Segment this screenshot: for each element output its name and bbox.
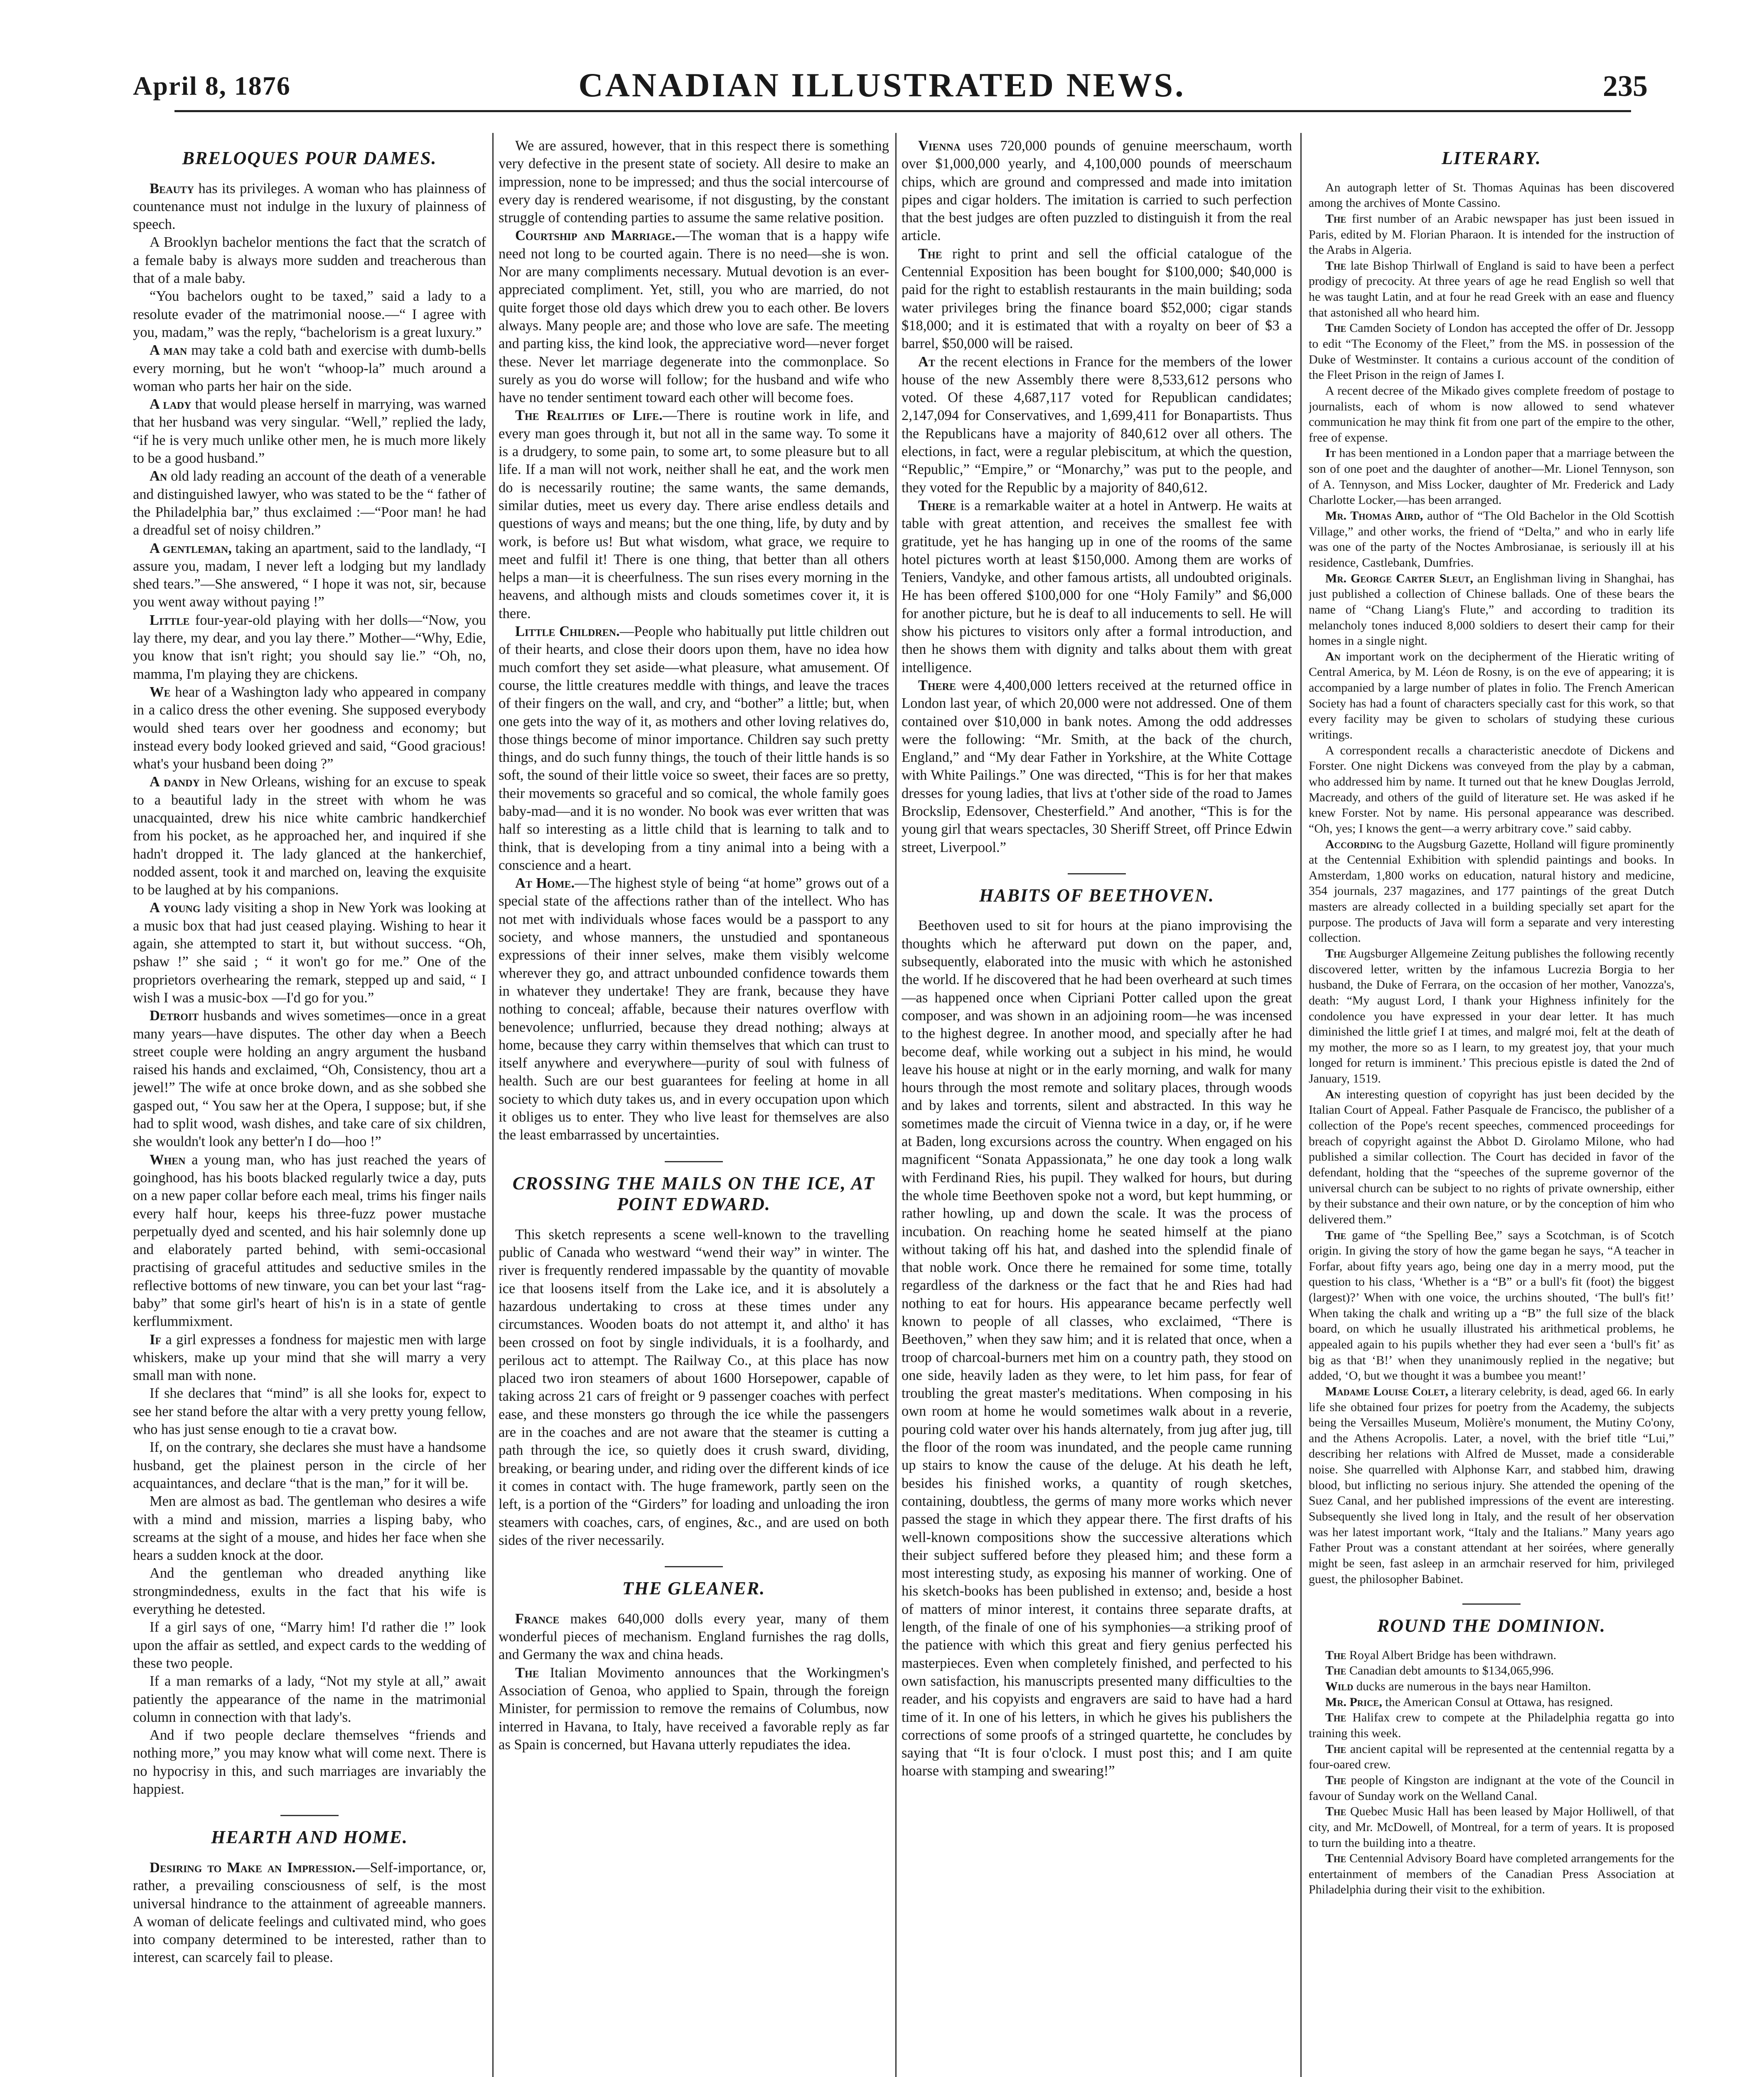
paragraph xyxy=(1309,1663,1674,1679)
paragraph-lead: Mr. Thomas Aird, xyxy=(1325,509,1423,523)
paragraph xyxy=(133,1859,486,1967)
paragraph xyxy=(499,874,889,1144)
paragraph-text: Royal Albert Bridge has been withdrawn. xyxy=(1346,1648,1557,1662)
paragraph-text: Men are almost as bad. The gentleman who desires a wife with a mind and mission, marries a lisping baby, who screams at the sight of a mouse, and hides her face when she hears a sudden knock at the door. xyxy=(133,1493,486,1564)
paragraph xyxy=(133,233,486,287)
paragraph-lead: The xyxy=(515,1665,539,1681)
section-rule xyxy=(1068,873,1126,874)
paragraph xyxy=(1309,743,1674,837)
paragraph xyxy=(133,287,486,341)
paragraph xyxy=(499,623,889,874)
paragraph-lead: An xyxy=(1325,649,1341,663)
paragraph xyxy=(499,227,889,407)
paragraph-text: first number of an Arabic newspaper has just been issued in Paris, edited by M. Florian Pharaon. It is intended for the instruction of the Arabs in Algeria. xyxy=(1309,211,1674,257)
paragraph-text: in New Orleans, wishing for an excuse to speak to a beautiful lady in the street with whom he was unacquainted, drew his nice white cambric handkerchief from his pocket, as he approached her, and inquired if she hadn't dropped it. The lady glanced at the hankerchief, nodded assent, took it and marched on, leaving the exquisite to be laughed at by his companions. xyxy=(133,774,486,898)
paragraph-text: that would please herself in marrying, was warned that her husband was very singular. “Well,” replied the lady, “if he is very much unlike other men, he is much more likely to be a good husband.” xyxy=(133,396,486,466)
paragraph-text: “You bachelors ought to be taxed,” said a lady to a resolute evader of the matrimonial noose.—“ I agree with you, madam,” was the reply, “bachelorism is a great luxury.” xyxy=(133,288,486,340)
article-literary xyxy=(1309,148,1674,1587)
paragraph-lead: Little xyxy=(150,612,190,628)
paragraph-text: a young man, who has just reached the years of goinghood, has his boots blacked regularly twice a day, puts on a new paper collar before each meal, trims his finger nails every half hour, keeps his three-fuzz power mustache perpetually dyed and scented, and his hair solemnly done up and elaborately parted behind, with semi-occasional practising of graceful attitudes and seductive smiles in the reflective bottoms of new tinware, you can bet your last “rag-baby” that some girl's heart of his'n is in a state of gentle kerflummixment. xyxy=(133,1151,486,1330)
paragraph xyxy=(133,180,486,234)
column-2 xyxy=(499,137,889,2077)
paragraph-text: If a man remarks of a lady, “Not my style at all,” await patiently the appearance of the name in the matrimonial column in connection with that lady's. xyxy=(133,1673,486,1725)
paragraph xyxy=(133,1564,486,1618)
paragraph xyxy=(133,683,486,773)
paragraph-lead: France xyxy=(515,1611,560,1627)
paragraph-lead: The xyxy=(1325,1648,1346,1662)
paragraph xyxy=(133,1726,486,1798)
article-heading: ROUND THE DOMINION. xyxy=(1377,1615,1606,1636)
paragraph xyxy=(133,341,486,395)
paragraph-lead: A gentleman, xyxy=(150,540,232,556)
column-divider xyxy=(492,133,494,2077)
paragraph-lead: The xyxy=(1325,1664,1346,1678)
paragraph-text: uses 720,000 pounds of genuine meerschaum, worth over $1,000,000 yearly, and 4,100,000 pounds of meerschaum chips, which are ground and compressed and made into imitation pipes and cigar holders. The imitation is carried to such perfection that the best judges are often puzzled to distinguish it from the real article. xyxy=(902,138,1292,244)
paragraph xyxy=(133,395,486,467)
paragraph xyxy=(1309,946,1674,1087)
paragraph-lead: The xyxy=(1325,1773,1346,1787)
paragraph xyxy=(133,1493,486,1564)
section-rule xyxy=(1462,1603,1521,1605)
article-heading: LITERARY. xyxy=(1441,148,1542,168)
paragraph-lead: Courtship and Marriage. xyxy=(515,228,676,244)
paragraph xyxy=(1309,1384,1674,1587)
paragraph xyxy=(902,917,1292,1780)
paragraph-text: makes 640,000 dolls every year, many of them wonderful pieces of mechanism. England furnishes the rag dolls, and Germany the wax and china heads. xyxy=(499,1611,889,1663)
paragraph-text: four-year-old playing with her dolls—“Now, you lay there, my dear, and you lay there.” Mother—“Why, Edie, you know that isn't right; you should say lie.” “Oh, no, mamma, I'm playing they are chickens. xyxy=(133,612,486,682)
paragraph-text: —There is routine work in life, and every man goes through it, but not all in the same way. To some it is a drudgery, to some pain, to some art, to some pleasure but to all life. If a man will not work, neither shall he eat, and the work men do is necessarily routine; the same wants, the same demands, similar duties, meet us every day. There arise endless details and questions of ways and means; but the one thing, life, by duty and by work, is before us! But what wisdom, what grace, we require to meet and fulfil it! There is one thing, that better than all others helps a man—it is cheerfulness. The sun rises every morning in the heavens, and although mists and clouds sometimes cover it, it is there. xyxy=(499,408,889,621)
paragraph xyxy=(499,1664,889,1754)
article-heading: HEARTH AND HOME. xyxy=(211,1827,408,1848)
paragraph xyxy=(1309,1228,1674,1384)
paragraph-lead: There xyxy=(918,497,956,513)
paragraph xyxy=(1309,320,1674,383)
paragraph-lead: We xyxy=(150,684,171,700)
paragraph xyxy=(1309,1741,1674,1773)
paragraph-lead: If xyxy=(150,1331,162,1348)
paragraph-lead: A young xyxy=(150,900,201,916)
column-divider xyxy=(1300,133,1302,2077)
paragraph-text: has been mentioned in a London paper that a marriage between the son of one poet and the daughter of another—Mr. Lionel Tennyson, son of A. Tennyson, and Miss Locker, daughter of Mr. Frederick and Lady Charlotte Locker,—has been arranged. xyxy=(1309,446,1674,507)
paragraph-lead: Mr. George Carter Sleut, xyxy=(1325,571,1473,585)
paragraph-text: —The woman that is a happy wife need not long to be courted again. There is no need—she is won. Nor are many compliments necessary. Mutual devotion is an ever-appreciated compliment. Yet, still, you who are married, do not quite forget those old days which drew you to each other. Be lovers always. Many people are; and those who love are safe. The meeting and parting kiss, the kind look, the appreciative word—never forget these. Never let marriage degenerate into the commonplace. So surely as you do worse will follow; for the husband and wife who have no tender sentiment toward each other will become foes. xyxy=(499,228,889,406)
paragraph-text: Quebec Music Hall has been leased by Major Holliwell, of that city, and Mr. McDowell, of Montreal, for a term of years. It is proposed to turn the building into a theatre. xyxy=(1309,1804,1674,1850)
paragraph-text: Italian Movimento announces that the Workingmen's Association of Genoa, who applied to Spain, through the foreign Minister, for permission to remove the remains of Columbus, now interred in Havana, to Italy, have received a favorable reply as far as Spain is concerned, but Havana utterly repudiates the idea. xyxy=(499,1665,889,1753)
section-rule xyxy=(665,1161,723,1162)
paragraph-text: Centennial Advisory Board have completed arrangements for the entertainment of members of the Canadian Press Association at Philadelphia during their visit to the exhibition. xyxy=(1309,1851,1674,1897)
article-heading: BRELOQUES POUR DAMES. xyxy=(182,148,437,168)
paragraph xyxy=(133,540,486,611)
paragraph xyxy=(1309,508,1674,571)
paragraph-text: husbands and wives sometimes—once in a great many years—have disputes. The other day when a Beech street couple were holding an angry argument the husband raised his hands and exclaimed, “Oh, Consistency, thou art a jewel!” The wife at once broke down, and as she sobbed she gasped out, “ You saw her at the Opera, I suppose; but, if she had to split wood, wash dishes, and take care of six children, she wouldn't look any better'n I do—hoo !” xyxy=(133,1008,486,1150)
paragraph-lead: Madame Louise Colet, xyxy=(1325,1384,1449,1398)
paragraph-text: important work on the decipherment of the Hieratic writing of Central America, by M. Léon de Rosny, is on the eve of appearing; it is accompanied by a large number of plates in folio. The French American Society has had a fount of characters specially cast for this work, so that every facility may be given to scholars of studying these curious writings. xyxy=(1309,649,1674,742)
paragraph-text: is a remarkable waiter at a hotel in Antwerp. He waits at table with great attention, and receives the smallest fee with gratitude, yet he has hanging up in one of the rooms of the same hotel pictures worth at least $150,000. Among them are works of Teniers, Vandyke, and other famous artists, all undoubted originals. He has been offered $100,000 for one “Holy Family” and $6,000 for another picture, but he is deaf to all inducements to sell. He will show his pictures to visitors only after a formal introduction, and then he shows them with dignity and talks about them with great intelligence. xyxy=(902,497,1292,675)
paragraph-text: A correspondent recalls a characteristic anecdote of Dickens and Forster. One night Dickens was conveyed from the play by a cabman, who addressed him by name. It turned out that he knew Douglas Jerrold, Macready, and others of the guild of literature set. He was asked if he knew Forster. Not by name. His personal appearance was described. “Oh, yes; I knows the gent—a werry arbitrary cove.” said cabby. xyxy=(1309,743,1674,835)
paragraph xyxy=(133,1007,486,1151)
article-the-gleaner xyxy=(499,1566,889,1754)
paragraph xyxy=(499,407,889,623)
paragraph-text: We are assured, however, that in this respect there is something very defective in the present state of society. All desire to make an impression, none to be impressed; and thus the social intercourse of every day is rendered wearisome, if not disgusting, by the constant struggle of contending parties to assume the same relative position. xyxy=(499,138,889,226)
article-continued xyxy=(499,137,889,1144)
paragraph xyxy=(133,1672,486,1726)
column-4 xyxy=(1309,137,1674,2077)
paragraph-lead: The xyxy=(1325,258,1346,273)
paragraph xyxy=(902,245,1292,353)
paragraph xyxy=(902,677,1292,857)
paragraph-text: old lady reading an account of the death of a venerable and distinguished lawyer, who was stated to be the “ father of the Philadelphia bar,” thus exclaimed :—“Poor man! he had a dreadful set of noisy children.” xyxy=(133,468,486,538)
paragraph-text: an Englishman living in Shanghai, has just published a collection of Chinese ballads. One of these bears the name of “Chang Liang's Flute,” and according to tradition its melancholy tones induced 8,000 soldiers to desert their camp for their homes in a single night. xyxy=(1309,571,1674,648)
paragraph-lead: An xyxy=(150,468,167,484)
paragraph xyxy=(133,467,486,539)
article-heading: CROSSING THE MAILS ON THE ICE, AT POINT EDWARD. xyxy=(512,1173,875,1215)
paragraph-lead: A lady xyxy=(150,396,192,412)
paragraph-lead: A man xyxy=(150,342,187,358)
paragraph-text: the recent elections in France for the members of the lower house of the new Assembly there were 8,533,612 persons who voted. Of these 4,687,117 voted for Republican candidates; 2,147,094 for Conservatives, and 1,699,411 for Bonapartists. Thus the Republicans have a majority of 840,612 over all others. The elections, in fact, were a regular plebiscitum, at which the question, “Republic,” “Empire,” or “Monarchy,” was put to the people, and they voted for the Republic by a majority of 840,612. xyxy=(902,354,1292,496)
paragraph-lead: Detroit xyxy=(150,1008,199,1024)
paragraph xyxy=(133,1331,486,1385)
paragraph xyxy=(1309,1804,1674,1851)
paragraph xyxy=(902,353,1292,497)
paragraph-text: may take a cold bath and exercise with dumb-bells every morning, but he won't “whoop-la” much around a woman who parts her hair on the side. xyxy=(133,342,486,394)
masthead-title: CANADIAN ILLUSTRATED NEWS. xyxy=(578,66,1186,104)
paragraph-text: This sketch represents a scene well-known to the travelling public of Canada who westward “wend their way” in winter. The river is frequently rendered impassable by the quantity of movable ice that loosens itself from the Lake ice, and it is absolutely a hazardous undertaking to cross at these times under any circumstances. Wooden boats do not attempt it, and altho' it has been crossed on foot by single individuals, it is a foolhardy, and perilous act to attempt. The Railway Co., at this place has now placed two iron steamers of about 1600 Horsepower, capable of taking across 21 cars of freight or 9 passenger coaches with perfect ease, and these monsters go through the ice while the passengers are in the coaches and are not aware that the steamer is cutting a path through the ice, so quietly does it crush sward, dividing, breaking, or bearing under, and riding over the different kinds of ice it comes in contact with. The huge framework, partly seen on the left, is a portion of the “Girders” for loading and unloading the iron steamers with coaches, cars, of engines, &c., and are used on both sides of the river necessarily. xyxy=(499,1226,889,1548)
paragraph-text: the American Consul at Ottawa, has resigned. xyxy=(1382,1695,1613,1709)
paragraph xyxy=(133,899,486,1007)
paragraph-lead: Desiring to Make an Impression. xyxy=(150,1859,356,1876)
paragraph-lead: When xyxy=(150,1151,186,1168)
paragraph-lead: An xyxy=(1325,1087,1341,1101)
paragraph-lead: Wild xyxy=(1325,1679,1354,1694)
article-heading: THE GLEANER. xyxy=(622,1578,766,1599)
paragraph-text: Augsburger Allgemeine Zeitung publishes the following recently discovered letter, written by the infamous Lucrezia Borgia to her husband, the Duke of Ferrara, on the occasion of her mother, Vanozza's, death: “My august Lord, I thank your Highness infinitely for the condolence you have expressed in your dear letter. It has much diminished the little grief I at times, and malgré moi, felt at the death of my mother, the more so as I learn, to my greatest joy, that your much longed for return is imminent.’ This precious epistle is dated the 2nd of January, 1519. xyxy=(1309,946,1674,1086)
paragraph xyxy=(1309,1087,1674,1228)
paragraph-lead: The xyxy=(1325,1711,1346,1725)
paragraph-text: has its privileges. A woman who has plainness of countenance must not indulge in the luxury of plainness of speech. xyxy=(133,180,486,233)
paragraph-lead: The Realities of Life. xyxy=(515,408,663,424)
paragraph-text: a literary celebrity, is dead, aged 66. In early life she obtained four prizes for poetry from the Academy, the subjects being the Versailles Museum, Molière's monument, the Mutiny Co'ony, and the Athens Acropolis. Later, a novel, with the brief title “Lui,” describing her relations with Alfred de Musset, made a considerable noise. She quarrelled with Alphonse Karr, and stabbed him, drawing blood, but inflicting no serious injury. She attended the opening of the Suez Canal, and her published impressions of the event are interesting. Subsequently she lived long in Italy, and the result of her observation was her latest important work, “Italy and the Italians.” Many years ago Father Prout was a constant attendant at her soirées, where generally might be seen, fast asleep in an armchair reserved for him, privileged guest, the philosopher Babinet. xyxy=(1309,1384,1674,1586)
paragraph-lead: Mr. Price, xyxy=(1325,1695,1382,1709)
paragraph-lead: The xyxy=(1325,946,1346,960)
article-continued xyxy=(902,137,1292,857)
paragraph-text: right to print and sell the official catalogue of the Centennial Exposition has been bought for $100,000; $40,000 is paid for the right to establish restaurants in the main building; soda water privileges bring the finance board $52,000; cigar stands $18,000; and it is estimated that with a royalty on beer of $3 a barrel, $50,000 will be raised. xyxy=(902,246,1292,352)
paragraph-lead: The xyxy=(1325,1851,1346,1866)
paragraph xyxy=(1309,1773,1674,1804)
paragraph xyxy=(133,1151,486,1331)
paragraph-lead: The xyxy=(1325,211,1346,226)
paragraph xyxy=(133,1439,486,1493)
paragraph xyxy=(1309,258,1674,321)
page-header xyxy=(71,58,1693,108)
paragraph-text: If she declares that “mind” is all she looks for, expect to see her stand before the altar with a very pretty young fellow, who has just sense enough to tie a cravat bow. xyxy=(133,1385,486,1438)
issue-date: April 8, 1876 xyxy=(133,71,291,101)
paragraph-lead: The xyxy=(1325,1742,1346,1756)
paragraph-text: author of “The Old Bachelor in the Old Scottish Village,” and other works, the friend of “Delta,” and who in early life was one of the party of the Noctes Ambrosianae, is seriously ill at his residence, Castlebank, Dumfries. xyxy=(1309,509,1674,570)
paragraph-text: ducks are numerous in the bays near Hamilton. xyxy=(1353,1679,1591,1694)
paragraph-lead: According xyxy=(1325,837,1383,851)
paragraph-lead: Vienna xyxy=(918,138,961,154)
paragraph-lead: At xyxy=(918,354,935,370)
paragraph xyxy=(133,611,486,683)
column-3 xyxy=(902,137,1292,2077)
paragraph xyxy=(1309,383,1674,446)
paragraph xyxy=(133,1385,486,1439)
paragraph-text: If a girl says of one, “Marry him! I'd rather die !” look upon the affair as settled, and expect cards to the wedding of these two people. xyxy=(133,1619,486,1671)
paragraph-text: Canadian debt amounts to $134,065,996. xyxy=(1346,1664,1554,1678)
paragraph-text: And if two people declare themselves “friends and nothing more,” you may know what will come next. There is no hypocrisy in this, and such marriages are invariably the happiest. xyxy=(133,1727,486,1797)
paragraph-lead: The xyxy=(1325,1228,1346,1242)
paragraph xyxy=(1309,180,1674,211)
paragraph-text: —Self-importance, or, rather, a prevailing consciousness of self, is the most universal hindrance to the attainment of agreeable manners. A woman of delicate feelings and cultivated mind, who goes into company determined to be interested, rather than to interest, can scarcely fail to please. xyxy=(133,1859,486,1966)
paragraph-text: Halifax crew to compete at the Philadelphia regatta go into training this week. xyxy=(1309,1711,1674,1741)
article-habits-of-beethoven xyxy=(902,873,1292,1780)
paragraph-text: to the Augsburg Gazette, Holland will figure prominently at the Centennial Exhibition with splendid paintings and books. In Amsterdam, 1,800 works on education, natural history and medicine, 354 journals, 237 magazines, and 177 paintings of the great Dutch masters are already collected in a building specially set apart for the purpose. The products of Java will form a separate and very interesting collection. xyxy=(1309,837,1674,945)
paragraph xyxy=(1309,1694,1674,1710)
paragraph-text: A Brooklyn bachelor mentions the fact that the scratch of a female baby is always more sudden and treacherous than that of a male baby. xyxy=(133,234,486,287)
paragraph-lead: There xyxy=(918,677,956,693)
page-number: 235 xyxy=(1603,69,1648,103)
paragraph-text: interesting question of copyright has just been decided by the Italian Court of Appeal. Father Pasquale de Francisco, the publisher of a collection of the Pope's recent speeches, commenced proceedings for breach of copyright against the Abbot D. Girolamo Milone, who had published a similar collection. The Court has decided in favor of the defendant, holding that the “speeches of the supreme governor of the universal church can be subject to no rights of private ownership, either by their substance and their own nature, or by the conception of him who delivered them.” xyxy=(1309,1087,1674,1226)
paragraph xyxy=(499,1610,889,1664)
paragraph-text: A recent decree of the Mikado gives complete freedom of postage to journalists, each of whom is now allowed to send whatever communication he may think fit from one part of the empire to the other, free of expense. xyxy=(1309,383,1674,444)
paragraph-text: game of “the Spelling Bee,” says a Scotchman, is of Scotch origin. In giving the story of how the game began he says, “A teacher in Forfar, about fifty years ago, being one day in a merry mood, put the question to his class, ‘Whether is a “B” or a bull's fit (foot) the biggest (largest)?’ When with one voice, the urchins shouted, ‘The bull's fit!’ When taking the chalk and writing up a “B” the full size of the black board, on which he usually illustrated his arithmetical problems, he appealed again to his pupils whether they had ever seen a ‘bull's fit’ as big as that ‘B!’ when they unanimously replied in the negative; but added, ‘O, but we thought it was a bumbee you meant!’ xyxy=(1309,1228,1674,1383)
paragraph xyxy=(133,1618,486,1672)
article-hearth-and-home xyxy=(133,1815,486,1967)
paragraph-text: If, on the contrary, she declares she must have a handsome husband, get the plainest person in the circle of her acquaintances, and declare “that is the man,” for it will be. xyxy=(133,1439,486,1491)
paragraph xyxy=(1309,1851,1674,1898)
column-divider xyxy=(895,133,897,2077)
paragraph-text: people of Kingston are indignant at the vote of the Council in favour of Sunday work on the Welland Canal. xyxy=(1309,1773,1674,1803)
column-1 xyxy=(133,137,486,2077)
paragraph-lead: The xyxy=(1325,1804,1346,1819)
paragraph xyxy=(1309,837,1674,946)
header-rule xyxy=(174,110,1631,112)
paragraph-text: Camden Society of London has accepted the offer of Dr. Jessopp to edit “The Economy of the Fleet,” from the MS. in possession of the Duke of Westminster. It contains a curious account of the condition of the Fleet Prison in the reign of James I. xyxy=(1309,321,1674,382)
paragraph-text: lady visiting a shop in New York was looking at a music box that had just ceased playing. Wishing to hear it again, she attempted to start it, but without success. “Oh, pshaw !” she said ; “ it won't go for me.” One of the proprietors overhearing the remark, stepped up and said, “ I wish I was a music-box —I'd go for you.” xyxy=(133,900,486,1006)
paragraph-lead: Little Children. xyxy=(515,624,620,640)
paragraph-text: taking an apartment, said to the landlady, “I assure you, madam, I never left a lodging but my landlady shed tears.”—She answered, “ I hope it was not, sir, because you went away without paying !” xyxy=(133,540,486,610)
article-heading: HABITS OF BEETHOVEN. xyxy=(979,885,1215,906)
article-breloques-pour-dames xyxy=(133,148,486,1798)
paragraph-text: Beethoven used to sit for hours at the piano improvising the thoughts which he afterward put down on the paper, and, subsequently, elaborated into the music with which he astonished the world. If he discovered that he had been overheard at such times—as happened once when Cipriani Potter called upon the great composer, and was shown in an adjoining room—he was incensed to the highest degree. In another mood, and specially after he had become deaf, while working out a subject in his mind, he would leave his house at night or in the early morning, and walk for many hours through the most remote and solitary places, through woods and by lakes and torrents, silent and abstracted. In this way he sometimes made the circuit of Vienna twice in a day, or, if he were at Baden, long excursions across the country. When engaged on his magnificent “Sonata Appassionata,” he one day took a long walk with Ferdinand Ries, his pupil. They walked for hours, but during the whole time Beethoven spoke not a word, but kept humming, or rather howling, up and down the scale. It was the process of incubation. On reaching home he seated himself at the piano without taking off his hat, and dashed into the splendid finale of that noble work. Once there he remained for some time, totally regardless of the darkness or the fact that he and Ries had had nothing to eat for hours. His appearance became perfectly well known to people of all classes, who exclaimed, “There is Beethoven,” when they saw him; and it is related that once, when a troop of charcoal-burners met him on a country path, they stood on one side, heavily laden as they were, to let him pass, for fear of troubling the great master's meditations. When composing in his own room at home he would sometimes walk about in a reverie, pouring cold water over his hands alternately, from jug after jug, till the floor of the room was inundated, and the people came running up stairs to know the cause of the deluge. At his death he left, besides his finished works, a quantity of rough sketches, containing, doubtless, the germs of many more works which never passed the stage in which they appear there. The first drafts of his well-known compositions show the successive alterations which their subject suffered before they pleased him; and these form a most interesting study, as exposing his manner of working. One of his sketch-books has been published in extenso; and, beside a host of matters of minor interest, it contains three separate drafts, at length, of the finale of one of his symphonies—a striking proof of the patience with which this great and fiery genius perfected his masterpieces. Even when completely finished, and perfected to his own satisfaction, his manuscripts presented many difficulties to the reader, and his copyists and engravers are said to have had a hard time of it. In one of his letters, in which he gives his publishers the corrections of some proofs of a stringed quartette, he concludes by saying that “It is four o'clock. I must post this; and I am quite hoarse with stamping and swearing!” xyxy=(902,918,1292,1779)
paragraph-lead: The xyxy=(918,246,942,262)
paragraph xyxy=(1309,1710,1674,1741)
paragraph-lead: Beauty xyxy=(150,180,194,196)
paragraph xyxy=(1309,1679,1674,1694)
paragraph-text: hear of a Washington lady who appeared in company in a calico dress the other evening. She supposed everybody would shed tears over her goodness and economy; but instead every body looked grieved and said, “Good gracious! what's your husband been doing ?” xyxy=(133,684,486,772)
paragraph xyxy=(902,137,1292,245)
paragraph-text: —The highest style of being “at home” grows out of a special state of the affections rather than of the intellect. Who has not met with individuals whose faces would be a passport to any society, and whose manners, the unstudied and spontaneous expressions of their inner selves, make them visibly welcome wherever they go, and attract unbounded confidence towards them in whatever they undertake! They are frank, because they have nothing to conceal; affable, because their natures overflow with benevolence; unflurried, because they dread nothing; always at home, because they carry within themselves that which can trust to itself anywhere and everywhere—purity of soul with fulness of health. Such are our best guarantees for feeling at home in all society to which duty takes us, and in every occupation upon which it obliges us to enter. They who live least for themselves are also the least embarrassed by uncertainties. xyxy=(499,875,889,1143)
article-crossing-the-mails-on-the-ice-at-point-edward xyxy=(499,1161,889,1550)
paragraph xyxy=(1309,1647,1674,1663)
paragraph xyxy=(499,137,889,227)
paragraph-text: were 4,400,000 letters received at the returned office in London last year, of which 20,000 were not addressed. One of them contained over $10,000 in bank notes. Among the odd addresses were the following: “Mr. Smith, at the back of the church, England,” and “My dear Father in Yorkshire, at the White Cottage with White Pailings.” One was directed, “This is for her that makes dresses for young ladies, that livs at t'other side of the road to James Brockslip, Edensover, Chesterfield.” And another, “This is for the young girl that wears spectacles, 30 Sheriff Street, off Prince Edwin street, Liverpool.” xyxy=(902,677,1292,855)
paragraph xyxy=(1309,571,1674,649)
paragraph-text: ancient capital will be represented at the centennial regatta by a four-oared crew. xyxy=(1309,1742,1674,1772)
paragraph xyxy=(499,1226,889,1549)
section-rule xyxy=(665,1566,723,1567)
paragraph-text: —People who habitually put little children out of their hearts, and close their doors upon them, have no idea how much comfort they set aside—what pleasure, what amusement. Of course, the little creatures meddle with things, and leave the traces of their fingers on the wall, and cry, and “bother” a little; but, when one gets into the way of it, as mothers and other loving relatives do, those things become of minor importance. Children say such pretty things, and do such funny things, the touch of their little hands is so soft, the sound of their little voice so sweet, their faces are so pretty, their movements so graceful and so comical, the whole family goes baby-mad—and it is no wonder. No book was ever written that was half so interesting as a little child that is learning to talk and to think, that is developing from a tiny animal into a being with a conscience and a heart. xyxy=(499,624,889,873)
section-rule xyxy=(280,1815,339,1816)
paragraph-lead: The xyxy=(1325,321,1346,335)
paragraph-text: a girl expresses a fondness for majestic men with large whiskers, make up your mind that she will marry a very small man with none. xyxy=(133,1331,486,1384)
paragraph-lead: At Home. xyxy=(515,875,575,891)
paragraph xyxy=(1309,445,1674,508)
paragraph xyxy=(1309,649,1674,743)
paragraph xyxy=(1309,211,1674,258)
paragraph-text: An autograph letter of St. Thomas Aquinas has been discovered among the archives of Monte Cassino. xyxy=(1309,180,1674,210)
paragraph-text: And the gentleman who dreaded anything like strongmindedness, exults in the fact that his wife is everything he detested. xyxy=(133,1565,486,1618)
paragraph xyxy=(133,773,486,899)
paragraph-lead: A dandy xyxy=(150,774,200,790)
paragraph xyxy=(902,497,1292,677)
paragraph-text: late Bishop Thirlwall of England is said to have been a perfect prodigy of precocity. At three years of age he read English so well that he was taught Latin, and at four he read Greek with an ease and fluency that astonished all who heard him. xyxy=(1309,258,1674,319)
article-round-the-dominion xyxy=(1309,1603,1674,1898)
paragraph-lead: It xyxy=(1325,446,1336,460)
